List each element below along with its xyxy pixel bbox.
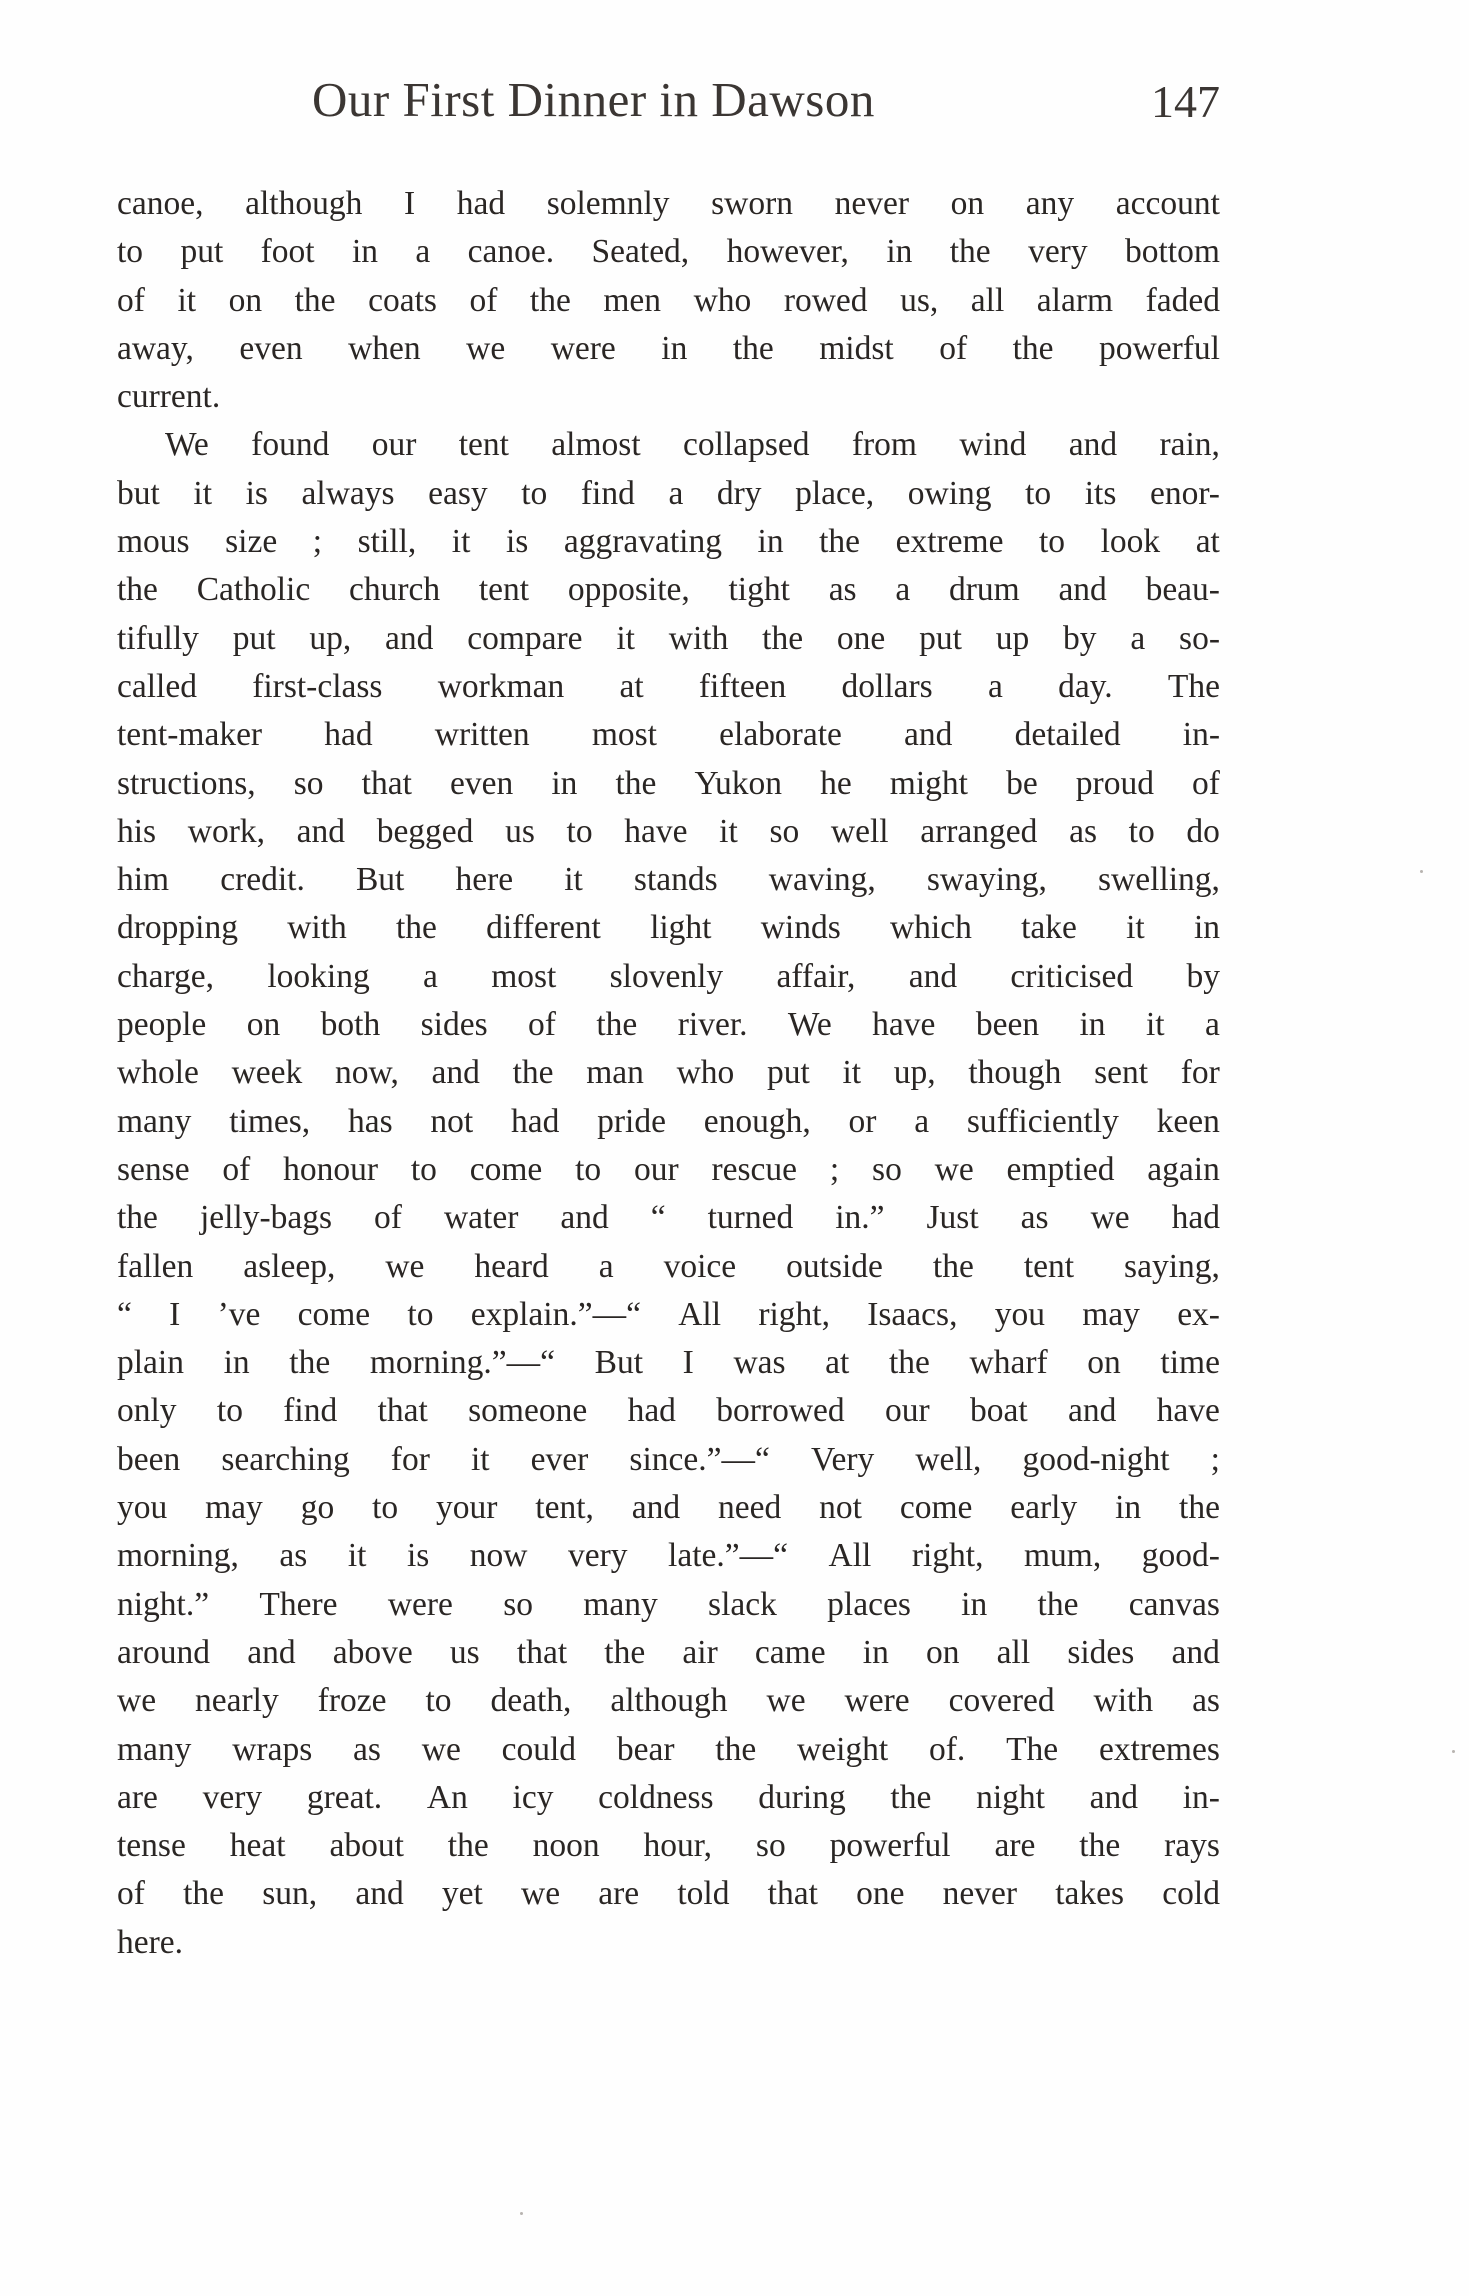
text-line: here. xyxy=(117,1923,184,1961)
text-line: tifully put up, and compare it with the one put up by a so- xyxy=(117,619,1220,657)
text-line: away, even when we were in the midst of the powerful xyxy=(117,329,1220,367)
text-line: many times, has not had pride enough, or a sufficiently keen xyxy=(117,1102,1220,1140)
text-line: whole week now, and the man who put it up, though sent for xyxy=(117,1054,1220,1092)
text-line: people on both sides of the river. We have been in it a xyxy=(117,1006,1220,1044)
paragraph xyxy=(117,421,1220,1967)
paper-speck xyxy=(520,2212,523,2215)
text-line: are very great. An icy coldness during the night and in- xyxy=(117,1778,1220,1816)
text-line: night.” There were so many slack places in the canvas xyxy=(117,1585,1220,1623)
paper-speck xyxy=(1420,870,1423,873)
text-line: the jelly-bags of water and “ turned in.” Just as we had xyxy=(117,1199,1220,1237)
text-line: to put foot in a canoe. Seated, however, in the very bottom xyxy=(117,233,1220,271)
running-head xyxy=(117,70,1220,130)
text-line: charge, looking a most slovenly affair, and criticised by xyxy=(117,957,1220,995)
text-line: him credit. But here it stands waving, swaying, swelling, xyxy=(117,861,1220,899)
text-line: around and above us that the air came in on all sides and xyxy=(117,1633,1220,1671)
text-line: of it on the coats of the men who rowed us, all alarm faded xyxy=(117,281,1220,319)
text-line: called first-class workman at fifteen dollars a day. The xyxy=(117,667,1220,705)
text-line: his work, and begged us to have it so well arranged as to do xyxy=(117,812,1220,850)
text-line: but it is always easy to find a dry place, owing to its enor- xyxy=(117,474,1220,512)
text-line: many wraps as we could bear the weight of. The extremes xyxy=(117,1730,1220,1768)
text-line: of the sun, and yet we are told that one never takes cold xyxy=(117,1875,1220,1913)
page-number: 147 xyxy=(1151,76,1220,127)
text-line: morning, as it is now very late.”—“ All right, mum, good- xyxy=(117,1537,1220,1575)
text-line: tense heat about the noon hour, so powerful are the rays xyxy=(117,1827,1220,1865)
text-line: fallen asleep, we heard a voice outside the tent saying, xyxy=(117,1247,1220,1285)
text-line: the Catholic church tent opposite, tight as a drum and beau- xyxy=(117,571,1220,609)
paper-speck xyxy=(1452,1750,1455,1753)
text-line: current. xyxy=(117,378,221,416)
text-line: sense of honour to come to our rescue ; so we emptied again xyxy=(117,1150,1220,1188)
text-line: only to find that someone had borrowed our boat and have xyxy=(117,1392,1220,1430)
text-line: “ I ’ve come to explain.”—“ All right, Isaacs, you may ex- xyxy=(117,1295,1220,1333)
text-line: mous size ; still, it is aggravating in the extreme to look at xyxy=(117,523,1220,561)
running-title: Our First Dinner in Dawson xyxy=(312,72,875,127)
text-line: you may go to your tent, and need not come early in the xyxy=(117,1489,1220,1527)
text-line: dropping with the different light winds which take it in xyxy=(117,909,1220,947)
body-text xyxy=(117,180,1220,1967)
text-line: been searching for it ever since.”—“ Very well, good-night ; xyxy=(117,1440,1220,1478)
text-line: plain in the morning.”—“ But I was at the wharf on time xyxy=(117,1344,1220,1382)
text-line: structions, so that even in the Yukon he might be proud of xyxy=(117,764,1220,802)
text-line: We found our tent almost collapsed from wind and rain, xyxy=(165,426,1220,464)
paragraph xyxy=(117,180,1220,421)
text-line: we nearly froze to death, although we were covered with as xyxy=(117,1682,1220,1720)
text-line: tent-maker had written most elaborate and detailed in- xyxy=(117,716,1220,754)
text-line: canoe, although I had solemnly sworn never on any account xyxy=(117,185,1220,222)
